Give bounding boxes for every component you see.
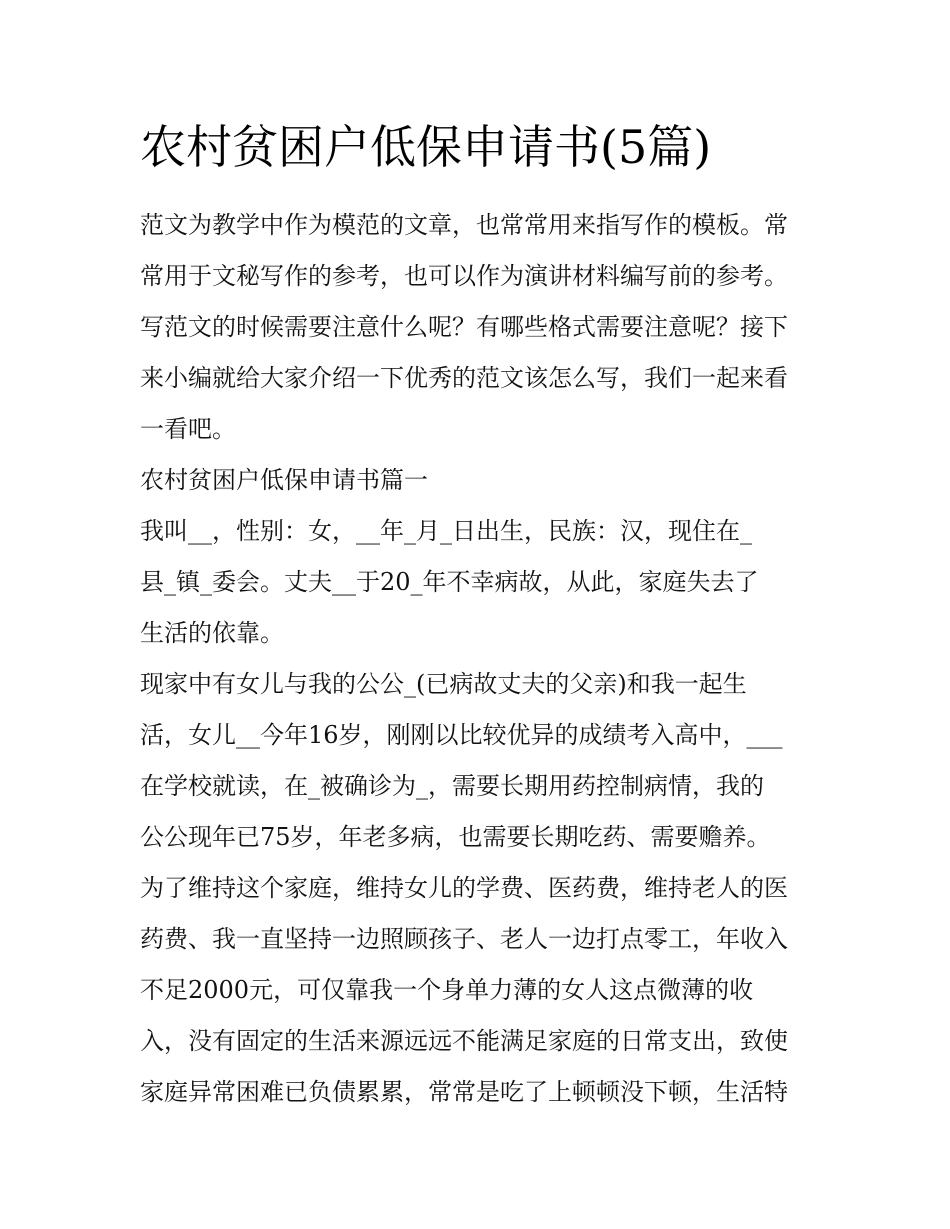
body-line: 一看吧。 <box>140 415 236 443</box>
body-line: 生活的依靠。 <box>140 619 284 647</box>
body-line: 药费、我一直坚持一边照顾孩子、老人一边打点零工，年收入 <box>140 925 788 953</box>
section-heading: 农村贫困户低保申请书篇一 <box>140 466 428 494</box>
body-line: 写范文的时候需要注意什么呢？有哪些格式需要注意呢？接下 <box>140 313 788 341</box>
body-line: 现家中有女儿与我的公公_(已病故丈夫的父亲)和我一起生 <box>140 670 747 698</box>
body-line: 活，女儿__今年16岁，刚刚以比较优异的成绩考入高中，___ <box>140 721 783 749</box>
body-line: 范文为教学中作为模范的文章，也常常用来指写作的模板。常 <box>140 211 788 239</box>
body-line: 县_镇_委会。丈夫__于20_年不幸病故，从此，家庭失去了 <box>140 568 759 596</box>
body-line: 我叫__，性别：女，__年_月_日出生，民族：汉，现住在_ <box>140 517 752 545</box>
document-body <box>140 200 812 1118</box>
document-title: 农村贫困户低保申请书(5篇) <box>140 120 712 174</box>
body-line: 家庭异常困难已负债累累，常常是吃了上顿顿没下顿，生活特 <box>140 1078 788 1106</box>
body-line: 不足2000元，可仅靠我一个身单力薄的女人这点微薄的收 <box>140 976 754 1004</box>
body-line: 在学校就读，在_被确诊为_，需要长期用药控制病情，我的 <box>140 772 764 800</box>
body-line: 常用于文秘写作的参考，也可以作为演讲材料编写前的参考。 <box>140 262 788 290</box>
body-line: 入，没有固定的生活来源远远不能满足家庭的日常支出，致使 <box>140 1027 788 1055</box>
body-line: 公公现年已75岁，年老多病，也需要长期吃药、需要赡养。 <box>140 823 771 851</box>
body-line: 来小编就给大家介绍一下优秀的范文该怎么写，我们一起来看 <box>140 364 788 392</box>
body-line: 为了维持这个家庭，维持女儿的学费、医药费，维持老人的医 <box>140 874 788 902</box>
